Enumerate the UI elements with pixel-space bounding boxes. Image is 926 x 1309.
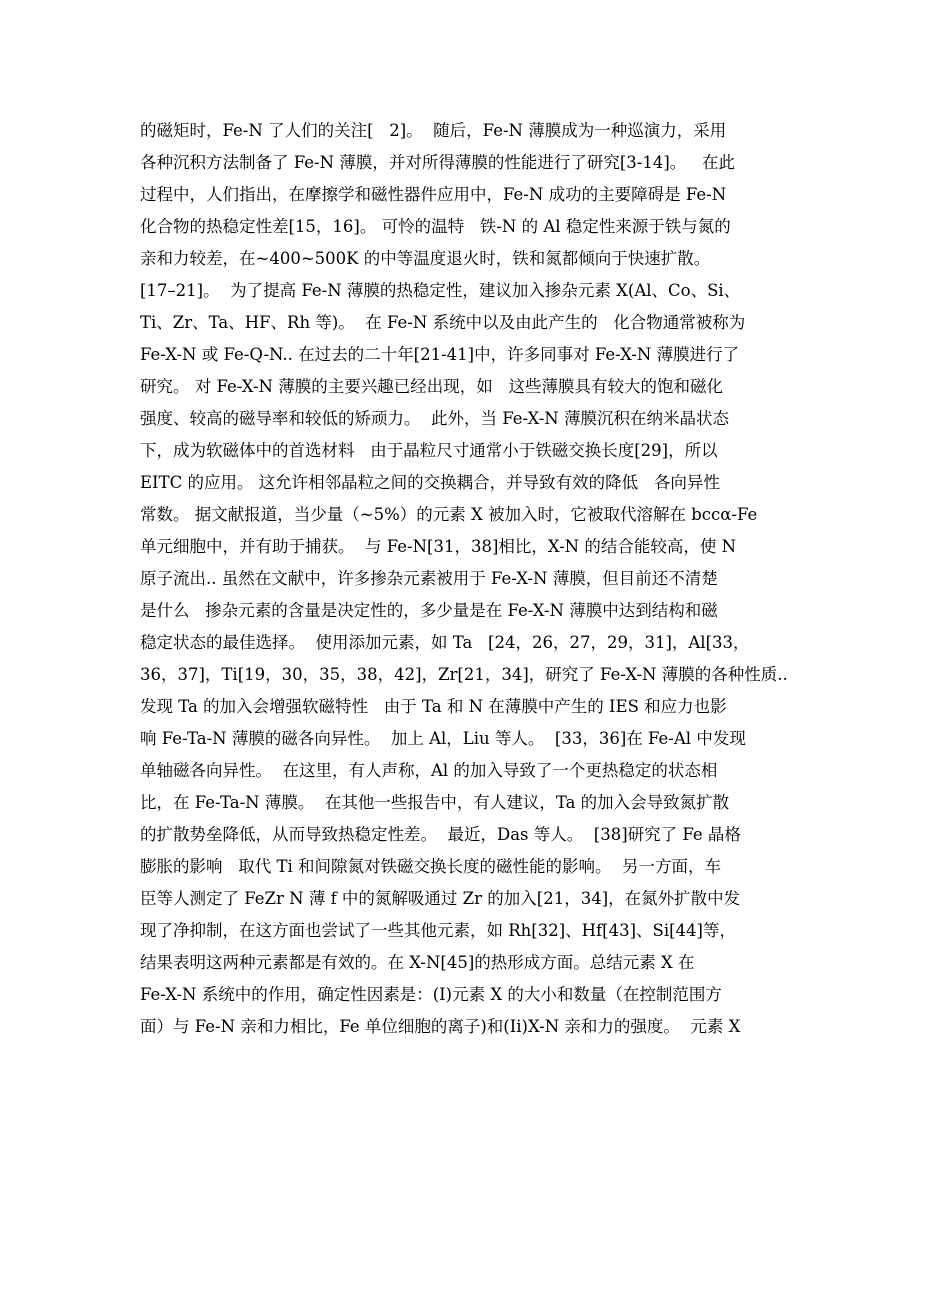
text-line: 的扩散势垒降低，从而导致热稳定性差。 最近，Das 等人。 [38]研究了 Fe 晶格 [140,825,741,844]
text-line: 过程中，人们指出，在摩擦学和磁性器件应用中，Fe-N 成功的主要障碍是 Fe-N [140,185,727,204]
text-line: 响 Fe-Ta-N 薄膜的磁各向异性。 加上 Al，Liu 等人。 [33，36]在 Fe-Al 中发现 [140,729,746,748]
text-line: 现了净抑制，在这方面也尝试了一些其他元素，如 Rh[32]、Hf[43]、Si[44]等， [140,921,736,940]
text-line: 下，成为软磁体中的首选材料 由于晶粒尺寸通常小于铁磁交换长度[29]，所以 [140,441,718,460]
text-line: 结果表明这两种元素都是有效的。在 X-N[45]的热形成方面。总结元素 X 在 [140,953,695,972]
text-line: 亲和力较差，在~400~500K 的中等温度退火时，铁和氮都倾向于快速扩散。 [140,249,711,268]
text-line: 发现 Ta 的加入会增强软磁特性 由于 Ta 和 N 在薄膜中产生的 IES 和应力也影 [140,697,727,716]
text-line: 研究。 对 Fe-X-N 薄膜的主要兴趣已经出现，如 这些薄膜具有较大的饱和磁化 [140,377,723,396]
text-line: 化合物的热稳定性差[15，16]。 可怜的温特 铁-N 的 Al 稳定性来源于铁与氮的 [140,217,731,236]
text-line: 各种沉积方法制备了 Fe-N 薄膜，并对所得薄膜的性能进行了研究[3-14]。 在此 [140,153,735,172]
text-line: 原子流出.. 虽然在文献中，许多掺杂元素被用于 Fe-X-N 薄膜，但目前还不清楚 [140,569,718,588]
text-line: 强度、较高的磁导率和较低的矫顽力。 此外，当 Fe-X-N 薄膜沉积在纳米晶状态 [140,409,729,428]
text-line: Fe-X-N 系统中的作用，确定性因素是：(I)元素 X 的大小和数量（在控制范围方 [140,985,722,1004]
body-text [140,115,800,1043]
text-line: 的磁矩时，Fe-N 了人们的关注[ 2]。 随后，Fe-N 薄膜成为一种巡演力，采用 [140,121,727,140]
text-line: [17–21]。 为了提高 Fe-N 薄膜的热稳定性，建议加入掺杂元素 X(Al、Co、Si、 [140,281,741,300]
text-line: 单轴磁各向异性。 在这里，有人声称，Al 的加入导致了一个更热稳定的状态相 [140,761,718,780]
text-line: 常数。 据文献报道，当少量（~5%）的元素 X 被加入时，它被取代溶解在 bccα-Fe [140,505,758,524]
text-line: EITC 的应用。 这允许相邻晶粒之间的交换耦合，并导致有效的降低 各向异性 [140,473,720,492]
text-line: 是什么 掺杂元素的含量是决定性的，多少量是在 Fe-X-N 薄膜中达到结构和磁 [140,601,718,620]
text-line: 单元细胞中，并有助于捕获。 与 Fe-N[31，38]相比，X-N 的结合能较高，使 N [140,537,737,556]
text-line: 面）与 Fe-N 亲和力相比，Fe 单位细胞的离子)和(Ii)X-N 亲和力的强度。 元素 X [140,1017,741,1036]
text-line: 臣等人测定了 FeZr N 薄 f 中的氮解吸通过 Zr 的加入[21，34]，在氮外扩散中发 [140,889,741,908]
text-line: 比，在 Fe-Ta-N 薄膜。 在其他一些报告中，有人建议，Ta 的加入会导致氮扩散 [140,793,730,812]
text-line: 36，37]，Ti[19，30，35，38，42]，Zr[21，34]，研究了 Fe-X-N 薄膜的各种性质.. [140,665,788,684]
text-line: 稳定状态的最佳选择。 使用添加元素，如 Ta [24，26，27，29，31]，Al[33， [140,633,750,652]
text-line: 膨胀的影响 取代 Ti 和间隙氮对铁磁交换长度的磁性能的影响。 另一方面，车 [140,857,721,876]
text-line: Fe-X-N 或 Fe-Q-N.. 在过去的二十年[21-41]中，许多同事对 Fe-X-N 薄膜进行了 [140,345,740,364]
text-line: Ti、Zr、Ta、HF、Rh 等)。 在 Fe-N 系统中以及由此产生的 化合物通常被称为 [140,313,746,332]
